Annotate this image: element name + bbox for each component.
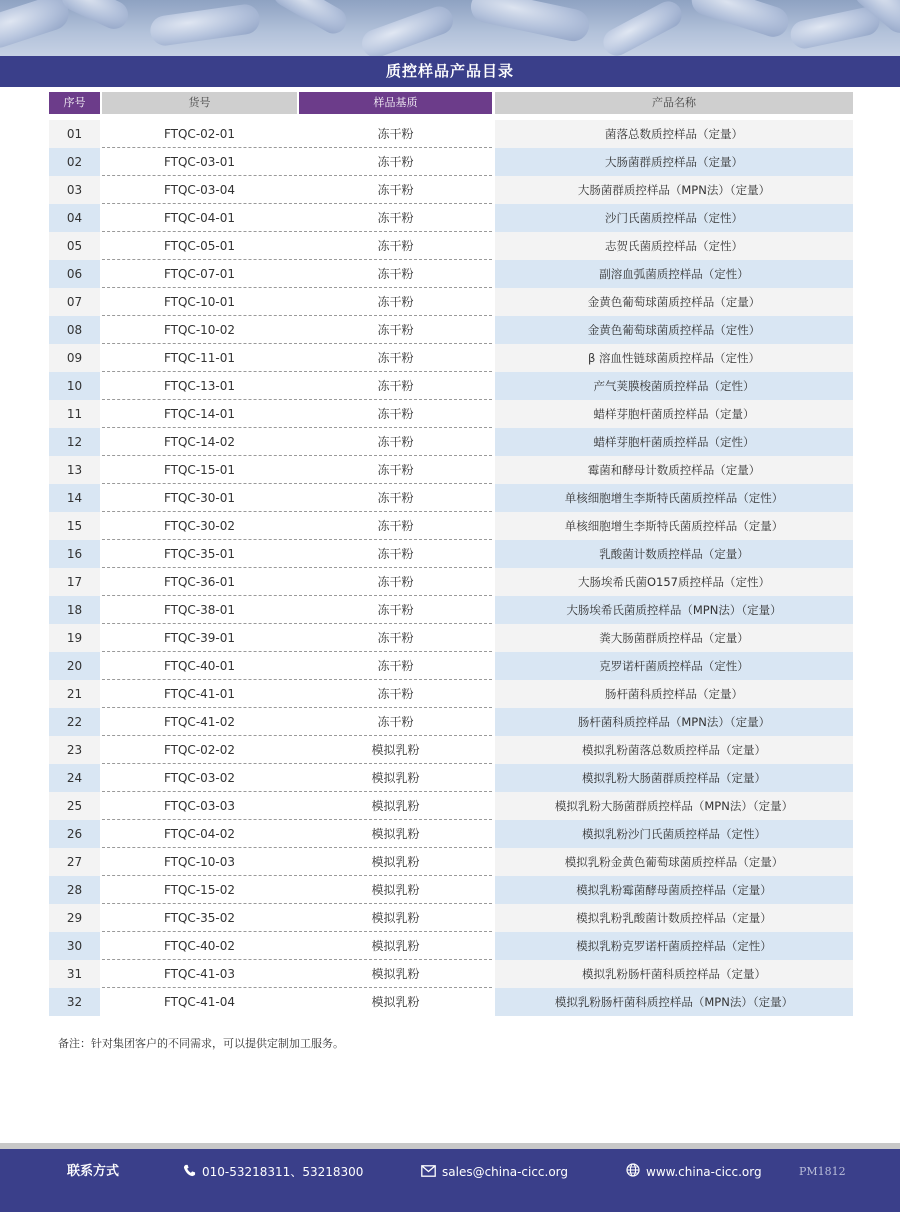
- sample-matrix: 冻干粉: [299, 344, 492, 372]
- footnote: 备注：针对集团客户的不同需求，可以提供定制加工服务。: [58, 1037, 344, 1050]
- contact-website[interactable]: [626, 1163, 762, 1181]
- sample-matrix: 冻干粉: [299, 148, 492, 176]
- product-code: FTQC-14-02: [102, 428, 297, 456]
- product-name: 大肠埃希氏菌O157质控样品（定性）: [495, 568, 853, 596]
- product-name: 霉菌和酵母计数质控样品（定量）: [495, 456, 853, 484]
- sample-matrix: 冻干粉: [299, 288, 492, 316]
- sample-matrix: 冻干粉: [299, 456, 492, 484]
- product-code: FTQC-41-02: [102, 708, 297, 736]
- product-name: 单核细胞增生李斯特氏菌质控样品（定量）: [495, 512, 853, 540]
- row-number: 18: [49, 596, 100, 624]
- product-code: FTQC-35-02: [102, 904, 297, 932]
- sample-matrix: 冻干粉: [299, 372, 492, 400]
- row-number: 28: [49, 876, 100, 904]
- product-name: 模拟乳粉大肠菌群质控样品（MPN法）（定量）: [495, 792, 853, 820]
- sample-matrix: 模拟乳粉: [299, 876, 492, 904]
- product-name: 产气荚膜梭菌质控样品（定性）: [495, 372, 853, 400]
- sample-matrix: 冻干粉: [299, 232, 492, 260]
- product-code: FTQC-13-01: [102, 372, 297, 400]
- product-code: FTQC-03-04: [102, 176, 297, 204]
- table-row: [0, 596, 900, 624]
- product-code: FTQC-03-03: [102, 792, 297, 820]
- product-code: FTQC-03-02: [102, 764, 297, 792]
- product-name: 单核细胞增生李斯特氏菌质控样品（定性）: [495, 484, 853, 512]
- product-name: 模拟乳粉肠杆菌科质控样品（MPN法）（定量）: [495, 988, 853, 1016]
- product-code: FTQC-40-01: [102, 652, 297, 680]
- sample-matrix: 冻干粉: [299, 652, 492, 680]
- product-name: 志贺氏菌质控样品（定性）: [495, 232, 853, 260]
- table-row: [0, 680, 900, 708]
- product-code: FTQC-10-01: [102, 288, 297, 316]
- mail-icon: [421, 1164, 436, 1182]
- column-header-matrix: 样品基质: [299, 92, 492, 114]
- product-name: 肠杆菌科质控样品（定量）: [495, 680, 853, 708]
- row-number: 19: [49, 624, 100, 652]
- product-name: 模拟乳粉霉菌酵母菌质控样品（定量）: [495, 876, 853, 904]
- product-name: 模拟乳粉大肠菌群质控样品（定量）: [495, 764, 853, 792]
- table-row: [0, 372, 900, 400]
- table-row: [0, 792, 900, 820]
- table-row: [0, 904, 900, 932]
- table-row: [0, 624, 900, 652]
- table-row: [0, 120, 900, 148]
- website-url[interactable]: www.china-cicc.org: [646, 1165, 762, 1179]
- row-number: 23: [49, 736, 100, 764]
- row-number: 05: [49, 232, 100, 260]
- table-row: [0, 820, 900, 848]
- product-name: 模拟乳粉克罗诺杆菌质控样品（定性）: [495, 932, 853, 960]
- product-name: 模拟乳粉沙门氏菌质控样品（定性）: [495, 820, 853, 848]
- table-row: [0, 400, 900, 428]
- row-number: 10: [49, 372, 100, 400]
- column-header-no: 序号: [49, 92, 100, 114]
- sample-matrix: 模拟乳粉: [299, 764, 492, 792]
- contact-email[interactable]: [421, 1163, 568, 1181]
- table-row: [0, 988, 900, 1016]
- sample-matrix: 冻干粉: [299, 484, 492, 512]
- table-row: [0, 876, 900, 904]
- bacteria-shape: [468, 0, 592, 44]
- table-row: [0, 540, 900, 568]
- row-number: 31: [49, 960, 100, 988]
- product-code: FTQC-35-01: [102, 540, 297, 568]
- product-code: FTQC-11-01: [102, 344, 297, 372]
- product-name: 金黄色葡萄球菌质控样品（定量）: [495, 288, 853, 316]
- column-header-code: 货号: [102, 92, 297, 114]
- row-number: 17: [49, 568, 100, 596]
- page-title: 质控样品产品目录: [0, 56, 900, 87]
- row-number: 04: [49, 204, 100, 232]
- sample-matrix: 模拟乳粉: [299, 960, 492, 988]
- product-name: 菌落总数质控样品（定量）: [495, 120, 853, 148]
- table-row: [0, 568, 900, 596]
- sample-matrix: 模拟乳粉: [299, 792, 492, 820]
- row-number: 22: [49, 708, 100, 736]
- sample-matrix: 冻干粉: [299, 204, 492, 232]
- sample-matrix: 冻干粉: [299, 708, 492, 736]
- product-name: 模拟乳粉金黄色葡萄球菌质控样品（定量）: [495, 848, 853, 876]
- sample-matrix: 模拟乳粉: [299, 820, 492, 848]
- row-number: 21: [49, 680, 100, 708]
- product-code: FTQC-10-03: [102, 848, 297, 876]
- sample-matrix: 冻干粉: [299, 316, 492, 344]
- row-number: 25: [49, 792, 100, 820]
- bacteria-shape: [0, 0, 73, 52]
- row-number: 29: [49, 904, 100, 932]
- phone-icon: [183, 1164, 196, 1182]
- product-name: 大肠埃希氏菌质控样品（MPN法）（定量）: [495, 596, 853, 624]
- product-code: FTQC-41-01: [102, 680, 297, 708]
- table-row: [0, 848, 900, 876]
- product-name: β 溶血性链球菌质控样品（定性）: [495, 344, 853, 372]
- table-row: [0, 456, 900, 484]
- product-code: FTQC-30-02: [102, 512, 297, 540]
- bacteria-shape: [148, 2, 261, 47]
- row-number: 07: [49, 288, 100, 316]
- sample-matrix: 冻干粉: [299, 568, 492, 596]
- row-number: 27: [49, 848, 100, 876]
- table-row: [0, 232, 900, 260]
- row-number: 13: [49, 456, 100, 484]
- product-name: 粪大肠菌群质控样品（定量）: [495, 624, 853, 652]
- bacteria-shape: [269, 0, 351, 38]
- product-code: FTQC-15-02: [102, 876, 297, 904]
- product-code: FTQC-14-01: [102, 400, 297, 428]
- product-code: FTQC-02-01: [102, 120, 297, 148]
- product-code: FTQC-07-01: [102, 260, 297, 288]
- phone-number: 010-53218311、53218300: [202, 1165, 364, 1179]
- product-name: 肠杆菌科质控样品（MPN法）（定量）: [495, 708, 853, 736]
- product-code: FTQC-03-01: [102, 148, 297, 176]
- sample-matrix: 模拟乳粉: [371, 995, 420, 1009]
- bacteria-shape: [358, 3, 457, 60]
- table-row: [0, 932, 900, 960]
- product-name: 大肠菌群质控样品（MPN法）（定量）: [495, 176, 853, 204]
- product-name: 模拟乳粉菌落总数质控样品（定量）: [495, 736, 853, 764]
- sample-matrix: 模拟乳粉: [299, 932, 492, 960]
- contact-phone: [183, 1163, 363, 1181]
- bacteria-shape: [788, 5, 882, 51]
- row-number: 15: [49, 512, 100, 540]
- product-code: FTQC-40-02: [102, 932, 297, 960]
- table-row: [0, 708, 900, 736]
- product-name: 克罗诺杆菌质控样品（定性）: [495, 652, 853, 680]
- product-code: FTQC-05-01: [102, 232, 297, 260]
- row-number: 03: [49, 176, 100, 204]
- product-code: FTQC-30-01: [102, 484, 297, 512]
- row-number: 26: [49, 820, 100, 848]
- product-code: FTQC-02-02: [102, 736, 297, 764]
- table-row: [0, 484, 900, 512]
- table-row: [0, 204, 900, 232]
- sample-matrix: 模拟乳粉: [299, 904, 492, 932]
- table-row: [0, 316, 900, 344]
- bacteria-shape: [57, 0, 132, 33]
- product-code: FTQC-04-02: [102, 820, 297, 848]
- sample-matrix: 冻干粉: [299, 624, 492, 652]
- product-code: FTQC-39-01: [102, 624, 297, 652]
- sample-matrix: 冻干粉: [299, 540, 492, 568]
- table-row: [0, 428, 900, 456]
- row-number: 11: [49, 400, 100, 428]
- table-row: [0, 148, 900, 176]
- sample-matrix: 冻干粉: [299, 260, 492, 288]
- product-name: 乳酸菌计数质控样品（定量）: [495, 540, 853, 568]
- row-number: 02: [49, 148, 100, 176]
- row-number: 24: [49, 764, 100, 792]
- bacteria-shape: [688, 0, 792, 41]
- contact-footer: [0, 1149, 900, 1212]
- sample-matrix: 冻干粉: [299, 120, 492, 148]
- product-table: [0, 120, 900, 1016]
- email-address[interactable]: sales@china-cicc.org: [442, 1165, 569, 1179]
- sample-matrix: 冻干粉: [299, 400, 492, 428]
- sample-matrix: 冻干粉: [299, 176, 492, 204]
- sample-matrix: 冻干粉: [299, 512, 492, 540]
- table-row: [0, 344, 900, 372]
- row-number: 01: [49, 120, 100, 148]
- product-code: FTQC-36-01: [102, 568, 297, 596]
- table-row: [0, 260, 900, 288]
- sample-matrix: 模拟乳粉: [299, 736, 492, 764]
- product-name: 金黄色葡萄球菌质控样品（定性）: [495, 316, 853, 344]
- product-code: FTQC-38-01: [102, 596, 297, 624]
- product-name: 模拟乳粉乳酸菌计数质控样品（定量）: [495, 904, 853, 932]
- contact-label: 联系方式: [67, 1164, 120, 1179]
- bacteria-banner: [0, 0, 900, 60]
- product-name: 模拟乳粉肠杆菌科质控样品（定量）: [495, 960, 853, 988]
- row-number: 08: [49, 316, 100, 344]
- sample-matrix: 模拟乳粉: [299, 848, 492, 876]
- row-number: 14: [49, 484, 100, 512]
- product-name: 沙门氏菌质控样品（定性）: [495, 204, 853, 232]
- product-code: FTQC-41-03: [102, 960, 297, 988]
- table-row: [0, 176, 900, 204]
- bacteria-shape: [599, 0, 687, 60]
- table-row: [0, 288, 900, 316]
- globe-icon: [626, 1163, 640, 1182]
- product-name: 蜡样芽胞杆菌质控样品（定性）: [495, 428, 853, 456]
- table-row: [0, 736, 900, 764]
- table-row: [0, 960, 900, 988]
- product-code: FTQC-15-01: [102, 456, 297, 484]
- product-name: 蜡样芽胞杆菌质控样品（定量）: [495, 400, 853, 428]
- table-row: [0, 652, 900, 680]
- table-row: [0, 764, 900, 792]
- product-code: FTQC-10-02: [102, 316, 297, 344]
- row-number: 16: [49, 540, 100, 568]
- table-row: [0, 512, 900, 540]
- row-number: 32: [49, 988, 100, 1016]
- sample-matrix: 冻干粉: [299, 680, 492, 708]
- product-name: 大肠菌群质控样品（定量）: [495, 148, 853, 176]
- product-code: FTQC-41-04: [163, 995, 236, 1009]
- sample-matrix: 冻干粉: [299, 596, 492, 624]
- product-name: 副溶血弧菌质控样品（定性）: [495, 260, 853, 288]
- row-number: 30: [49, 932, 100, 960]
- row-number: 20: [49, 652, 100, 680]
- sample-matrix: 冻干粉: [299, 428, 492, 456]
- catalog-code: PM1812: [799, 1165, 846, 1178]
- row-number: 06: [49, 260, 100, 288]
- row-number: 09: [49, 344, 100, 372]
- product-code: FTQC-04-01: [102, 204, 297, 232]
- row-number: 12: [49, 428, 100, 456]
- column-header-name: 产品名称: [495, 92, 853, 114]
